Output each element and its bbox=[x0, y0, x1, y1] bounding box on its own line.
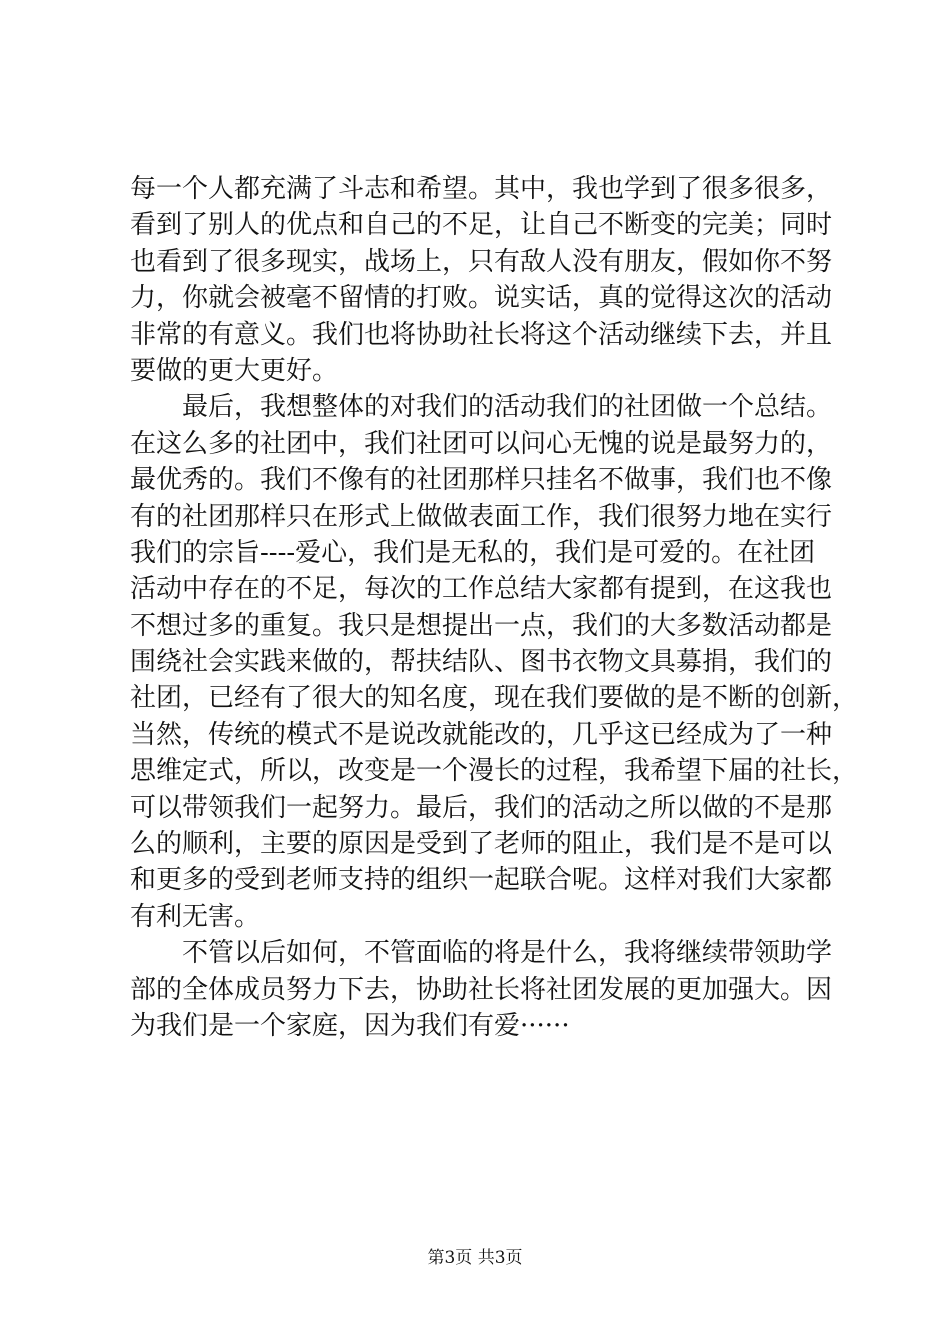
text-line: 非常的有意义。我们也将协助社长将这个活动继续下去，并且 bbox=[130, 319, 833, 350]
text-line: 要做的更大更好。 bbox=[130, 355, 339, 386]
body-text bbox=[130, 171, 859, 1044]
page-number-footer: 第3页 共3页 bbox=[427, 1248, 523, 1268]
text-line: 和更多的受到老师支持的组织一起联合呢。这样对我们大家都 bbox=[130, 865, 833, 896]
text-line: 围绕社会实践来做的，帮扶结队、图书衣物文具募捐，我们的 bbox=[130, 647, 833, 678]
text-line: 最优秀的。我们不像有的社团那样只挂名不做事，我们也不像 bbox=[130, 465, 833, 496]
text-line: 可以带领我们一起努力。最后，我们的活动之所以做的不是那 bbox=[130, 792, 833, 823]
text-line: 为我们是一个家庭，因为我们有爱······ bbox=[130, 1010, 570, 1041]
text-line: 力，你就会被毫不留情的打败。说实话，真的觉得这次的活动 bbox=[130, 283, 833, 314]
text-line: 也看到了很多现实，战场上，只有敌人没有朋友，假如你不努 bbox=[130, 246, 833, 277]
text-line: 社团，已经有了很大的知名度，现在我们要做的是不断的创新， bbox=[130, 683, 859, 714]
text-line: 每一个人都充满了斗志和希望。其中，我也学到了很多很多， bbox=[130, 174, 833, 204]
paragraph-start-line: 不管以后如何，不管面临的将是什么，我将继续带领助学 bbox=[182, 938, 833, 969]
text-line: 么的顺利，主要的原因是受到了老师的阻止，我们是不是可以 bbox=[130, 829, 833, 860]
text-line: 有利无害。 bbox=[130, 901, 261, 932]
text-line: 有的社团那样只在形式上做做表面工作，我们很努力地在实行 bbox=[130, 501, 833, 532]
paragraph-start-line: 最后，我想整体的对我们的活动我们的社团做一个总结。 bbox=[182, 392, 833, 423]
text-line: 我们的宗旨----爱心，我们是无私的，我们是可爱的。在社团 bbox=[130, 537, 816, 568]
text-line: 活动中存在的不足，每次的工作总结大家都有提到，在这我也 bbox=[130, 574, 833, 605]
text-line: 不想过多的重复。我只是想提出一点，我们的大多数活动都是 bbox=[130, 610, 833, 641]
text-line: 部的全体成员努力下去，协助社长将社团发展的更加强大。因 bbox=[130, 974, 833, 1005]
text-line: 看到了别人的优点和自己的不足，让自己不断变的完美；同时 bbox=[130, 210, 833, 241]
text-line: 当然，传统的模式不是说改就能改的，几乎这已经成为了一种 bbox=[130, 719, 833, 750]
text-line: 思维定式，所以，改变是一个漫长的过程，我希望下届的社长， bbox=[130, 756, 859, 787]
text-line: 在这么多的社团中，我们社团可以问心无愧的说是最努力的， bbox=[130, 428, 833, 459]
